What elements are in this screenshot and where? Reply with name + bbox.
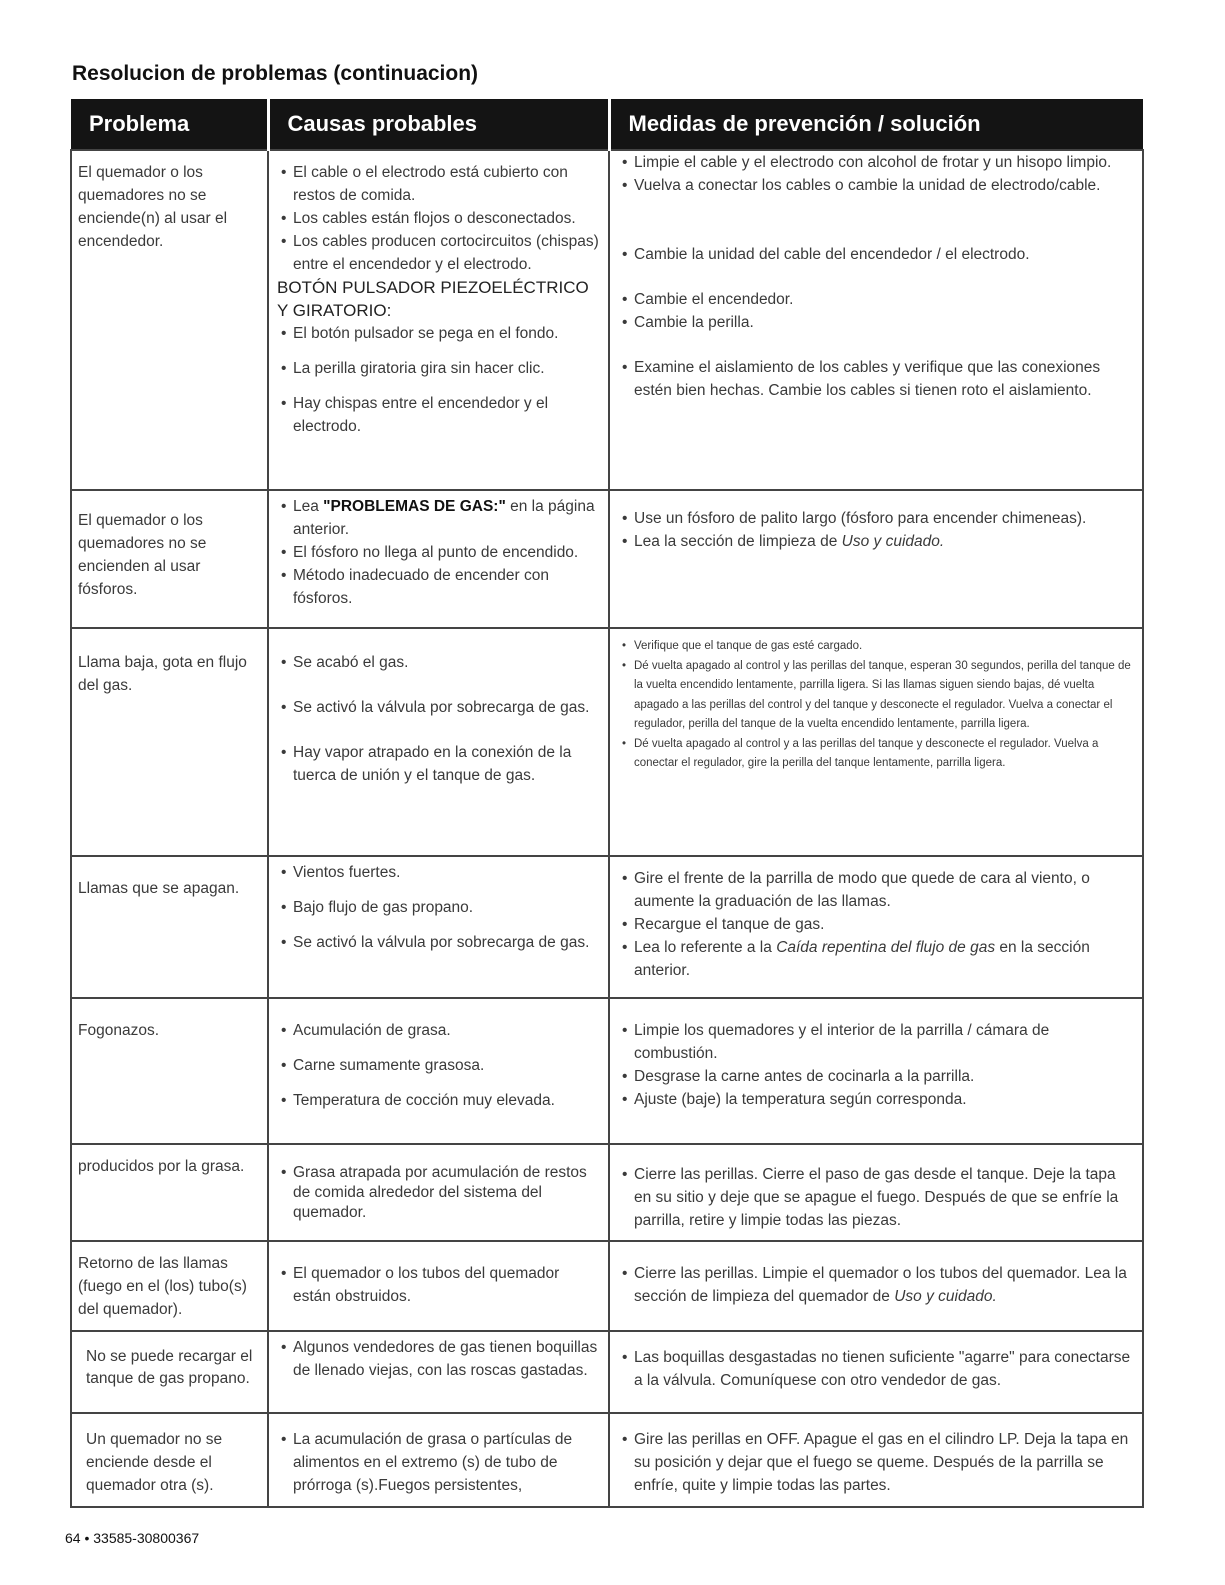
cause-item: • Hay vapor atrapado en la conexión de la tuerca de unión y el tanque de gas.: [277, 741, 600, 787]
header-problem: Problema: [71, 99, 268, 150]
solution-item: • Limpie los quemadores y el interior de la parrilla / cámara de combustión.: [618, 1019, 1134, 1065]
problem-cell: [71, 998, 268, 1144]
problem-text: producidos por la grasa.: [78, 1158, 245, 1175]
cause-item: • Se activó la válvula por sobrecarga de gas.: [277, 696, 600, 719]
solutions-cell: [609, 490, 1143, 628]
problem-text: Fogonazos.: [78, 1022, 159, 1039]
solution-item: • Desgrase la carne antes de cocinarla a la parrilla.: [618, 1065, 1134, 1088]
problem-text: Llama baja, gota en flujo del gas.: [78, 654, 247, 694]
cause-item: • El cable o el electrodo está cubierto con restos de comida.: [277, 161, 600, 207]
solutions-cell: [609, 1144, 1143, 1241]
table-row: [71, 1413, 1143, 1507]
table-row: [71, 998, 1143, 1144]
causes-cell: [268, 998, 609, 1144]
causes-cell: [268, 1331, 609, 1413]
solution-item: • Ajuste (baje) la temperatura según corresponda.: [618, 1088, 1134, 1111]
solution-item: • Dé vuelta apagado al control y las perillas del tanque, esperan 30 segundos, perilla del tanque de la vuelta encendido lentamente, parrilla ligera. Si las llamas siguen siendo bajas, dé vuelta apagado a las perillas del control y del tanque y desconecte el regulador. Vuelva a conectar el regulador, perilla del tanque de la vuelta encendido lentamente, parrilla ligera.: [618, 657, 1134, 735]
table-row: [71, 1241, 1143, 1331]
cause-item: • Se activó la válvula por sobrecarga de gas.: [277, 931, 600, 954]
cause-item: • Lea "PROBLEMAS DE GAS:" en la página anterior.: [277, 495, 600, 541]
problem-cell: [71, 628, 268, 856]
solution-item: • Examine el aislamiento de los cables y verifique que las conexiones estén bien hechas. Cambie los cables si tienen roto el aislamiento.: [618, 356, 1134, 402]
table-row: [71, 1144, 1143, 1241]
cause-item: • Acumulación de grasa.: [277, 1019, 600, 1042]
solutions-cell: [609, 628, 1143, 856]
cause-item: • El quemador o los tubos del quemador están obstruidos.: [277, 1262, 600, 1308]
cause-item: • El fósforo no llega al punto de encendido.: [277, 541, 600, 564]
cause-item: • Vientos fuertes.: [277, 861, 600, 884]
table-row: [71, 856, 1143, 998]
table-row: [71, 490, 1143, 628]
page-title: Resolucion de problemas (continuacion): [72, 62, 479, 85]
problem-cell: [71, 490, 268, 628]
cause-item: • Temperatura de cocción muy elevada.: [277, 1089, 600, 1112]
causes-cell: [268, 1413, 609, 1507]
cause-item: • Grasa atrapada por acumulación de restos de comida alrededor del sistema del quemador.: [277, 1163, 600, 1223]
solutions-cell: [609, 856, 1143, 998]
solution-item: • Gire las perillas en OFF. Apague el gas en el cilindro LP. Deja la tapa en su posición y dejar que el fuego se queme. Después de la parrilla se enfríe, quite y limpie todas las partes.: [618, 1428, 1134, 1497]
solution-item: • Gire el frente de la parrilla de modo que quede de cara al viento, o aumente la graduación de las llamas.: [618, 867, 1134, 913]
solution-item: • Verifique que el tanque de gas esté cargado.: [618, 637, 1134, 657]
cause-item: • Hay chispas entre el encendedor y el electrodo.: [277, 392, 600, 438]
causes-cell: [268, 1144, 609, 1241]
solution-item: • Cambie la unidad del cable del encendedor / el electrodo.: [618, 243, 1134, 266]
table-header-row: [71, 99, 1143, 150]
problem-text: El quemador o los quemadores no se enciende(n) al usar el encendedor.: [78, 164, 228, 250]
cause-item: • Los cables están flojos o desconectados.: [277, 207, 600, 230]
problem-text: Llamas que se apagan.: [78, 880, 240, 897]
cause-item: • Los cables producen cortocircuitos (chispas) entre el encendedor y el electrodo.: [277, 230, 600, 276]
problem-text: Un quemador no se enciende desde el quemador otra (s).: [86, 1431, 223, 1494]
header-solutions: Medidas de prevención / solución: [609, 99, 1143, 150]
solutions-cell: [609, 998, 1143, 1144]
solutions-cell: [609, 1413, 1143, 1507]
solution-item: • Lea la sección de limpieza de Uso y cuidado.: [618, 530, 1134, 553]
cause-item: • La perilla giratoria gira sin hacer clic.: [277, 357, 600, 380]
problem-cell: [71, 1241, 268, 1331]
table-row: [71, 150, 1143, 490]
solution-item: • Dé vuelta apagado al control y a las perillas del tanque y desconecte el regulador. Vuelva a conectar el regulador, gire la perilla del tanque lentamente, parrilla ligera.: [618, 735, 1134, 774]
solution-item: • Use un fósforo de palito largo (fósforo para encender chimeneas).: [618, 507, 1134, 530]
solutions-cell: [609, 1241, 1143, 1331]
problem-cell: [71, 150, 268, 490]
cause-item: • Método inadecuado de encender con fósforos.: [277, 564, 600, 610]
problem-cell: [71, 1413, 268, 1507]
causes-cell: [268, 856, 609, 998]
problem-text: No se puede recargar el tanque de gas propano.: [86, 1348, 253, 1387]
cause-item: • Bajo flujo de gas propano.: [277, 896, 600, 919]
solution-item: • Lea lo referente a la Caída repentina del flujo de gas en la sección anterior.: [618, 936, 1134, 982]
problem-cell: [71, 1144, 268, 1241]
cause-item: • Algunos vendedores de gas tienen boquillas de llenado viejas, con las roscas gastadas.: [277, 1336, 600, 1382]
cause-item: • Se acabó el gas.: [277, 651, 600, 674]
table-row: [71, 628, 1143, 856]
problem-cell: [71, 1331, 268, 1413]
solution-item: • Limpie el cable y el electrodo con alcohol de frotar y un hisopo limpio.: [618, 151, 1134, 174]
header-causes: Causas probables: [268, 99, 609, 150]
solution-item: • Cierre las perillas. Cierre el paso de gas desde el tanque. Deje la tapa en su sitio y deje que se apague el fuego. Después de que se enfríe la parrilla, retire y limpie todas las piezas.: [618, 1163, 1134, 1232]
causes-cell: [268, 490, 609, 628]
solution-item: • Las boquillas desgastadas no tienen suficiente "agarre" para conectarse a la válvula. Comuníquese con otro vendedor de gas.: [618, 1346, 1134, 1392]
solution-item: • Vuelva a conectar los cables o cambie la unidad de electrodo/cable.: [618, 174, 1134, 197]
table-row: [71, 1331, 1143, 1413]
causes-cell: [268, 628, 609, 856]
cause-item: • Carne sumamente grasosa.: [277, 1054, 600, 1077]
causes-cell: [268, 150, 609, 490]
cause-item: • El botón pulsador se pega en el fondo.: [277, 322, 600, 345]
causes-cell: [268, 1241, 609, 1331]
cause-item: • La acumulación de grasa o partículas de alimentos en el extremo (s) de tubo de prórroga (s).Fuegos persistentes,: [277, 1428, 600, 1497]
problem-cell: [71, 856, 268, 998]
solutions-cell: [609, 1331, 1143, 1413]
cause-heading: BOTÓN PULSADOR PIEZOELÉCTRICO Y GIRATORIO:: [277, 278, 589, 320]
page-footer: 64 • 33585-30800367: [65, 1530, 200, 1546]
solution-item: • Cambie la perilla.: [618, 311, 1134, 334]
solutions-cell: [609, 150, 1143, 490]
problem-text: Retorno de las llamas (fuego en el (los) tubo(s) del quemador).: [78, 1255, 247, 1318]
problem-text: El quemador o los quemadores no se encienden al usar fósforos.: [78, 512, 207, 598]
solution-item: • Recargue el tanque de gas.: [618, 913, 1134, 936]
troubleshooting-table: [70, 99, 1144, 1508]
solution-item: • Cambie el encendedor.: [618, 288, 1134, 311]
solution-item: • Cierre las perillas. Limpie el quemador o los tubos del quemador. Lea la sección de limpieza del quemador de Uso y cuidado.: [618, 1262, 1134, 1308]
